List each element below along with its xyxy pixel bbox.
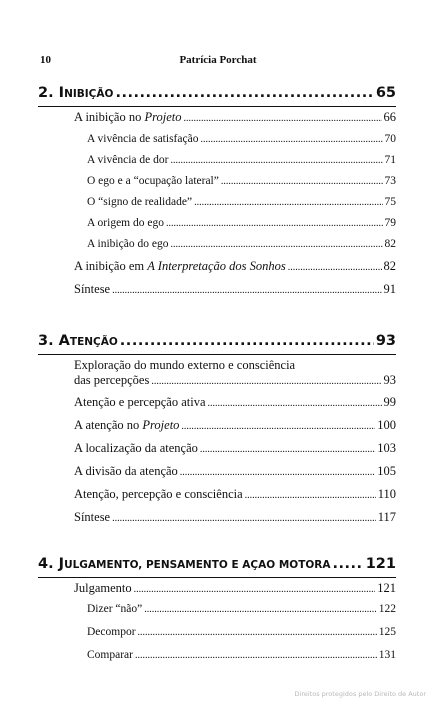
- page-number: 10: [40, 54, 51, 66]
- chapter-2-divider: [38, 106, 396, 107]
- toc-subentry[interactable]: A vivência de dor ..... 71: [87, 154, 396, 166]
- chapter-3-title: 3. ATENÇÃO: [38, 333, 118, 349]
- copyright-watermark: Direitos protegidos pelo Direito de Autor: [294, 690, 426, 698]
- toc-entry[interactable]: Atenção, percepção e consciência ..... 110: [74, 487, 396, 502]
- chapter-2-heading[interactable]: [38, 85, 396, 107]
- toc-entry[interactable]: A inibição no Projeto ..... 66: [74, 110, 396, 125]
- toc-subentry[interactable]: Decompor ..... 125: [87, 626, 396, 638]
- chapter-2-title: 2. INIBIÇÃO: [38, 85, 114, 101]
- chapter-2-page: 65: [375, 85, 396, 101]
- toc-subentry[interactable]: A inibição do ego ..... 82: [87, 238, 396, 250]
- toc-entry[interactable]: Síntese ..... 117: [74, 510, 396, 525]
- chapter-4-heading[interactable]: [38, 556, 396, 578]
- toc-entry[interactable]: Julgamento ..... 121: [74, 581, 396, 596]
- toc-entry[interactable]: A divisão da atenção ..... 105: [74, 464, 396, 479]
- toc-entry[interactable]: A localização da atenção ..... 103: [74, 441, 396, 456]
- leader-dots: [120, 333, 374, 349]
- toc-entry[interactable]: A inibição em A Interpretação dos Sonhos ..... 82: [74, 259, 396, 274]
- chapter-4-title: 4. JULGAMENTO, PENSAMENTO E AÇAO MOTORA: [38, 556, 331, 572]
- chapter-4-divider: [38, 577, 396, 578]
- toc-subentry[interactable]: Comparar ..... 131: [87, 649, 396, 661]
- toc-subentry[interactable]: Dizer “não” ..... 122: [87, 603, 396, 615]
- running-header-author: Patrícia Porchat: [179, 54, 257, 66]
- running-header: [40, 54, 396, 70]
- toc-entry[interactable]: Atenção e percepção ativa ..... 99: [74, 395, 396, 410]
- leader-dots: [333, 556, 364, 572]
- toc-subentry[interactable]: O ego e a “ocupação lateral” ..... 73: [87, 175, 396, 187]
- toc-subentry[interactable]: O “signo de realidade” ..... 75: [87, 196, 396, 208]
- toc-subentry[interactable]: A origem do ego ..... 79: [87, 217, 396, 229]
- chapter-4-page: 121: [365, 556, 396, 572]
- chapter-3-heading[interactable]: [38, 333, 396, 355]
- chapter-3-divider: [38, 354, 396, 355]
- toc-entry[interactable]: Exploração do mundo externo e consciência das percepções ..... 93: [74, 358, 396, 389]
- leader-dots: [115, 85, 373, 101]
- toc-subentry[interactable]: A vivência de satisfação ..... 70: [87, 133, 396, 145]
- toc-entry[interactable]: A atenção no Projeto ..... 100: [74, 418, 396, 433]
- chapter-3-page: 93: [375, 333, 396, 349]
- toc-entry[interactable]: Síntese ..... 91: [74, 282, 396, 297]
